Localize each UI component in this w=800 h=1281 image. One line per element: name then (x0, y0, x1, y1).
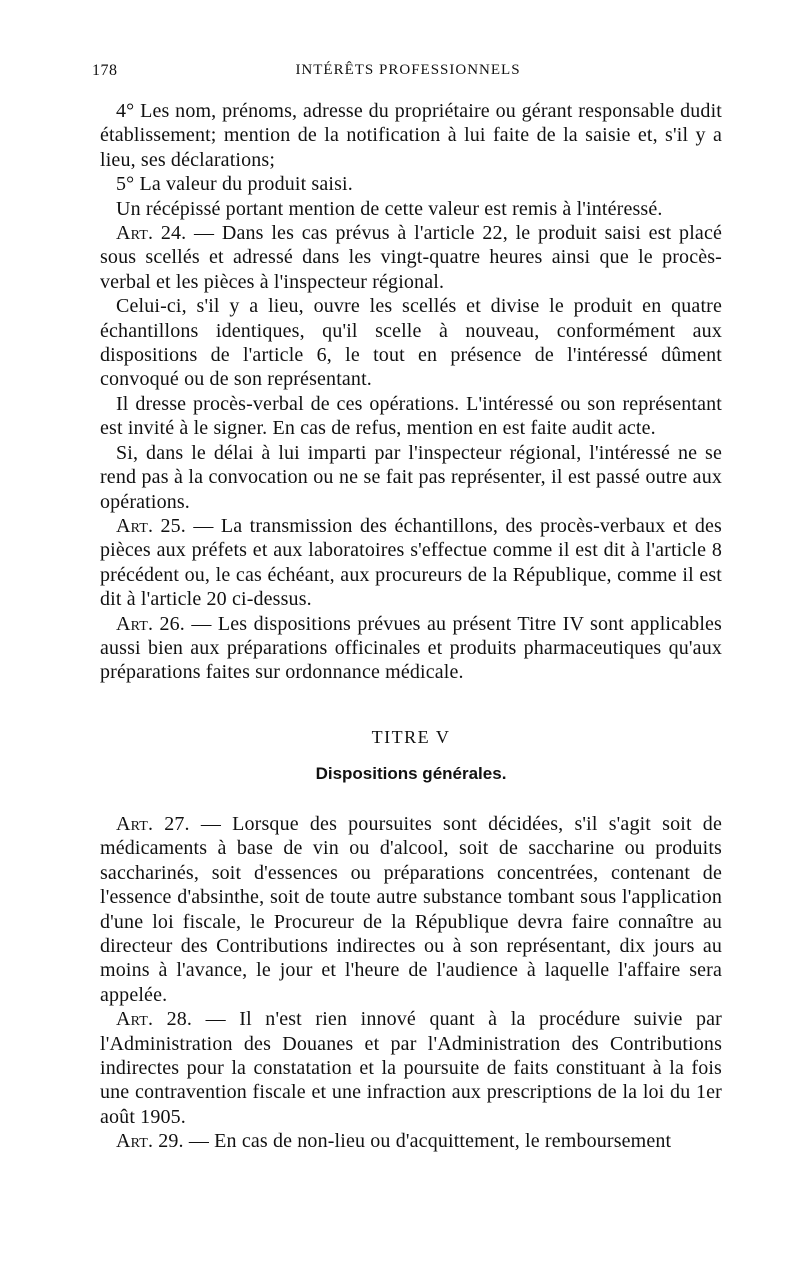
page-header (92, 62, 724, 92)
running-head: INTÉRÊTS PROFESSIONNELS (295, 62, 521, 78)
paragraph: Celui-ci, s'il y a lieu, ouvre les scellés et divise le produit en quatre échantillons identiques, qu'il scelle à nouveau, conformément aux dispositions de l'article 6, le tout en présence de l'intéressé dûment convoqué ou de son représentant. (100, 295, 722, 391)
article-paragraph: Art. 29. — En cas de non-lieu ou d'acquittement, le remboursement (116, 1130, 672, 1153)
article-label: Art. 29. (116, 1130, 184, 1153)
paragraph: 5° La valeur du produit saisi. (116, 173, 353, 196)
article-paragraph: Art. 28. — Il n'est rien innové quant à la procédure suivie par l'Administration des Douanes et par l'Administration des Contributions indirectes pour la constatation et la poursuite de faits constituant à la fois une contravention fiscale et une infraction aux prescriptions de la loi du 1er août 1905. (100, 1008, 722, 1128)
article-paragraph: Art. 25. — La transmission des échantillons, des procès-verbaux et des pièces aux préfets et aux laboratoires s'effectue comme il est dit à l'article 8 précédent ou, le cas échéant, aux procureurs de la République, comme il est dit à l'article 20 ci-dessus. (100, 514, 722, 611)
body-text-top (100, 99, 722, 685)
body-text-bottom (100, 812, 722, 1154)
article-label: Art. 24. (116, 222, 187, 245)
paragraph: Il dresse procès-verbal de ces opérations. L'intéressé ou son représentant est invité à le signer. En cas de refus, mention en est faite audit acte. (100, 392, 722, 440)
section-title: TITRE V (371, 727, 451, 747)
article-paragraph: Art. 27. — Lorsque des poursuites sont décidées, s'il s'agit soit de médicaments à base de vin ou d'alcool, soit de saccharine ou produits saccharinés, soit d'essences ou préparations concentrées, contenant de l'essence d'absinthe, soit de toute autre substance tombant sous l'application d'une loi fiscale, le Procureur de la République devra faire connaître au directeur des Contributions indirectes ou à son représentant, dix jours au moins à l'avance, le jour et l'heure de l'audience à laquelle l'affaire sera appelée. (100, 813, 722, 1006)
paragraph: Un récépissé portant mention de cette valeur est remis à l'intéressé. (116, 197, 663, 220)
page-number: 178 (92, 62, 118, 79)
article-paragraph: Art. 26. — Les dispositions prévues au présent Titre IV sont applicables aussi bien aux préparations officinales et produits pharmaceutiques qu'aux préparations faites sur ordonnance médicale. (100, 612, 722, 684)
paragraph: Si, dans le délai à lui imparti par l'inspecteur régional, l'intéressé ne se rend pas à la convocation ou ne se fait pas représenter, il est passé outre aux opérations. (100, 441, 722, 513)
article-label: Art. 26. (116, 612, 185, 635)
section-subtitle: Dispositions générales. (315, 764, 507, 783)
article-label: Art. 25. (116, 514, 186, 537)
article-label: Art. 28. (116, 1008, 193, 1031)
article-paragraph: Art. 24. — Dans les cas prévus à l'article 22, le produit saisi est placé sous scellés et adressé dans les vingt-quatre heures ainsi que le procès-verbal et les pièces à l'inspecteur régional. (100, 222, 722, 293)
paragraph: 4° Les nom, prénoms, adresse du propriétaire ou gérant responsable dudit établissement; mention de la notification à lui faite de la saisie et, s'il y a lieu, ses déclarations; (100, 100, 722, 171)
article-label: Art. 27. (116, 813, 190, 835)
